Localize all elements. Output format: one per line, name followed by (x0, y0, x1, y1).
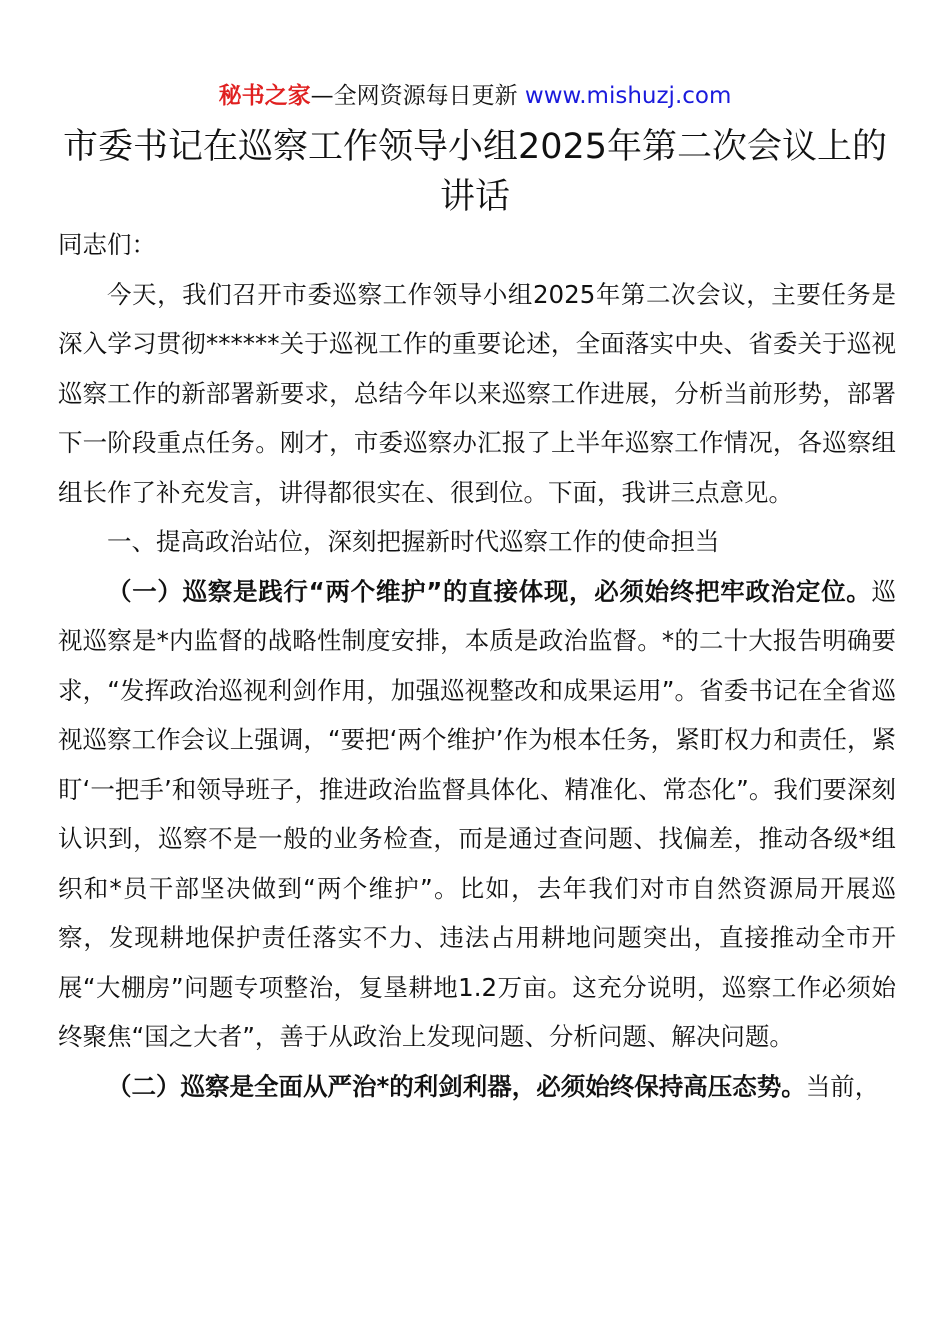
site-header (0, 80, 950, 112)
document-body (58, 220, 896, 1111)
subsection-1-heading: （一）巡察是践行“两个维护”的直接体现，必须始终把牢政治定位。 (107, 576, 872, 606)
header-tagline: —全网资源每日更新 (310, 83, 518, 109)
subsection-2-heading: （二）巡察是全面从严治*的利剑利器，必须始终保持高压态势。 (107, 1071, 806, 1101)
site-url-link[interactable]: www.mishuzj.com (524, 83, 732, 109)
subsection-2-paragraph (58, 1062, 896, 1112)
subsection-1-paragraph (58, 567, 896, 1062)
document-title: 市委书记在巡察工作领导小组2025年第二次会议上的讲话 (62, 127, 888, 217)
subsection-1-body: 巡视巡察是*内监督的战略性制度安排，本质是政治监督。*的二十大报告明确要求，“发挥政治巡视利剑作用，加强巡视整改和成果运用”。省委书记在全省巡视巡察工作会议上强调，“要把‘两个维护’作为根本任务，紧盯权力和责任，紧盯‘一把手’和领导班子，推进政治监督具体化、精准化、常态化”。我们要深刻认识到，巡察不是一般的业务检查，而是通过查问题、找偏差，推动各级*组织和*员干部坚决做到“两个维护”。比如，去年我们对市自然资源局开展巡察，发现耕地保护责任落实不力、违法占用耕地问题突出，直接推动全市开展“大棚房”问题专项整治，复垦耕地1.2万亩。这充分说明，巡察工作必须始终聚焦“国之大者”，善于从政治上发现问题、分析问题、解决问题。 (58, 576, 896, 1051)
brand-name: 秘书之家 (218, 83, 311, 109)
intro-paragraph: 今天，我们召开市委巡察工作领导小组2025年第二次会议，主要任务是深入学习贯彻******关于巡视工作的重要论述，全面落实中央、省委关于巡视巡察工作的新部署新要求，总结今年以来巡察工作进展，分析当前形势，部署下一阶段重点任务。刚才，市委巡察办汇报了上半年巡察工作情况，各巡察组组长作了补充发言，讲得都很实在、很到位。下面，我讲三点意见。 (58, 279, 896, 507)
salutation: 同志们： (58, 230, 156, 259)
section-1-heading: 一、提高政治站位，深刻把握新时代巡察工作的使命担当 (107, 527, 720, 556)
subsection-2-body: 当前， (805, 1071, 880, 1101)
